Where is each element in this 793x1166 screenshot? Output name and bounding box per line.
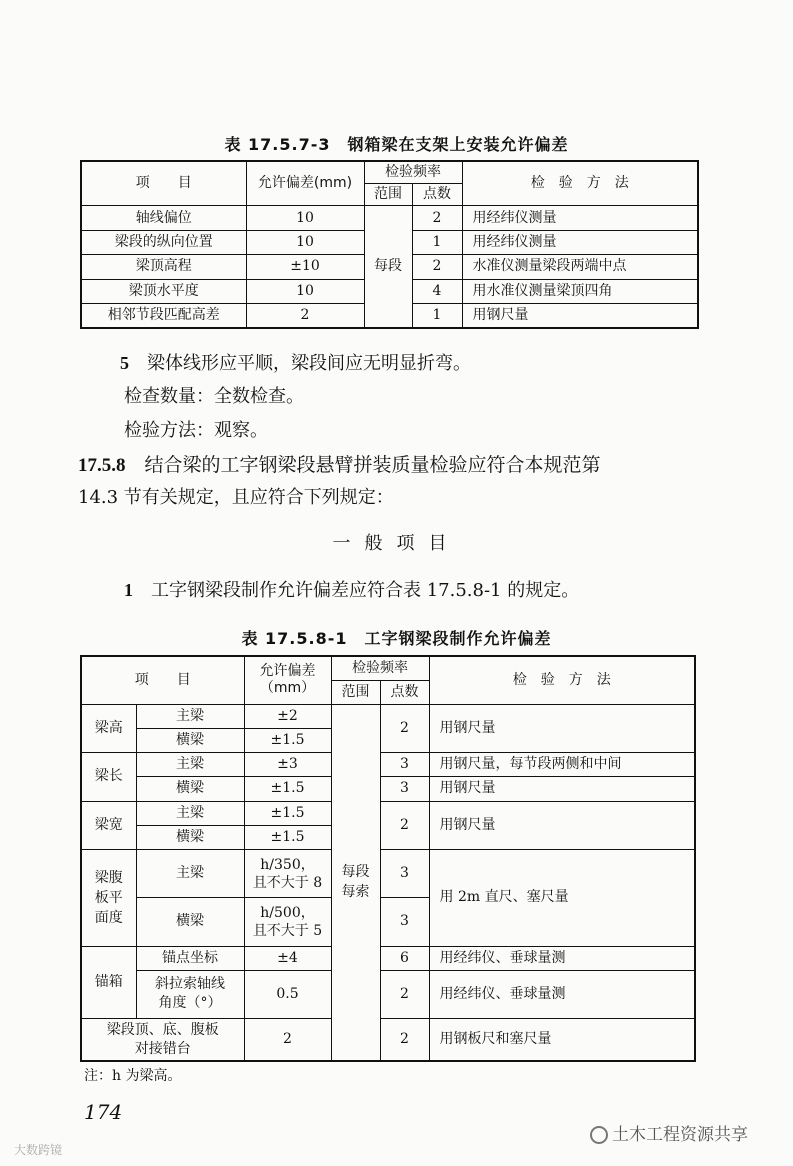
table2-note: 注：h 为梁高。 bbox=[84, 1068, 182, 1084]
t2-bh-method: 用钢尺量 bbox=[429, 704, 695, 752]
t2-bl-main-method: 用钢尺量，每节段两侧和中间 bbox=[429, 753, 695, 777]
t2-joint-points: 2 bbox=[380, 1019, 429, 1061]
t1-row1-item: 轴线偏位 bbox=[81, 206, 246, 230]
t1-header-frequency: 检验频率 bbox=[364, 161, 462, 183]
table2-caption: 表 17.5.8-1 工字钢梁段制作允许偏差 bbox=[241, 629, 552, 648]
t1-row5-item: 相邻节段匹配高差 bbox=[81, 304, 246, 328]
wechat-icon bbox=[590, 1126, 608, 1144]
t2-wf-method: 用 2m 直尺、塞尺量 bbox=[429, 849, 695, 946]
paragraph-1 bbox=[124, 578, 579, 603]
paragraph-5 bbox=[120, 351, 471, 376]
t1-row5-method: 用钢尺量 bbox=[462, 304, 698, 328]
watermark-right-text: 土木工程资源共享 bbox=[612, 1125, 748, 1145]
t2-joint-item-line1: 梁段顶、底、腹板 bbox=[106, 1021, 219, 1038]
t2-header-points: 点数 bbox=[380, 680, 429, 704]
table1 bbox=[80, 160, 699, 329]
t2-bw-main-tolerance: ±1.5 bbox=[244, 801, 331, 825]
paragraph-5-text: 梁体线形应平顺，梁段间应无明显折弯。 bbox=[147, 353, 471, 374]
t2-header-tolerance bbox=[244, 656, 331, 704]
t2-group-beam-height: 梁高 bbox=[81, 704, 136, 752]
t2-ab-coord-method: 用经纬仪、垂球量测 bbox=[429, 946, 695, 970]
t2-joint-method: 用钢板尺和塞尺量 bbox=[429, 1019, 695, 1061]
t1-row4-points: 4 bbox=[412, 279, 462, 303]
t2-ab-coord-points: 6 bbox=[380, 946, 429, 970]
t2-header-tolerance-line1: 允许偏差 bbox=[259, 663, 316, 680]
t2-bl-cross-sub: 横梁 bbox=[136, 777, 244, 801]
t2-group-web-flatness bbox=[81, 849, 136, 946]
t2-bl-main-points: 3 bbox=[380, 753, 429, 777]
t1-row4-tolerance: 10 bbox=[246, 279, 364, 303]
t1-row2-item: 梁段的纵向位置 bbox=[81, 230, 246, 254]
t2-bw-cross-sub: 横梁 bbox=[136, 825, 244, 849]
t2-header-method: 检 验 方 法 bbox=[429, 656, 695, 704]
t2-bl-cross-tolerance: ±1.5 bbox=[244, 777, 331, 801]
t2-joint-item bbox=[81, 1019, 244, 1061]
t2-bw-method: 用钢尺量 bbox=[429, 801, 695, 849]
table2 bbox=[80, 655, 696, 1062]
t2-bl-cross-points: 3 bbox=[380, 777, 429, 801]
t2-wf-main-tol-line1: h/350， bbox=[260, 856, 315, 873]
t1-row5-tolerance: 2 bbox=[246, 304, 364, 328]
t2-ab-coord-tolerance: ±4 bbox=[244, 946, 331, 970]
t2-wf-cross-tol-line2: 且不大于 5 bbox=[252, 922, 323, 939]
t2-header-range: 范围 bbox=[331, 680, 380, 704]
t2-ab-angle-sub-line2: 角度（°） bbox=[158, 995, 222, 1012]
t2-bl-main-tolerance: ±3 bbox=[244, 753, 331, 777]
t1-row3-tolerance: ±10 bbox=[246, 255, 364, 279]
t2-group-anchor-box: 锚箱 bbox=[81, 946, 136, 1019]
t2-group-beam-width: 梁宽 bbox=[81, 801, 136, 849]
t2-ab-angle-points: 2 bbox=[380, 970, 429, 1018]
t1-header-range: 范围 bbox=[364, 183, 412, 205]
t2-wf-cross-sub: 横梁 bbox=[136, 898, 244, 946]
t1-row3-points: 2 bbox=[412, 255, 462, 279]
t2-ab-angle-sub-line1: 斜拉索轴线 bbox=[155, 976, 225, 993]
t2-header-tolerance-line2: （mm） bbox=[259, 680, 316, 697]
t2-group-beam-length: 梁长 bbox=[81, 753, 136, 801]
t2-range-cell bbox=[331, 704, 380, 1061]
t2-bw-points: 2 bbox=[380, 801, 429, 849]
t1-header-points: 点数 bbox=[412, 183, 462, 205]
t1-row1-points: 2 bbox=[412, 206, 462, 230]
t2-wf-main-sub: 主梁 bbox=[136, 849, 244, 897]
general-items-heading: 一般项目 bbox=[332, 533, 461, 554]
t2-header-frequency: 检验频率 bbox=[331, 656, 429, 680]
t2-bh-points: 2 bbox=[380, 704, 429, 752]
t2-wf-cross-tolerance bbox=[244, 898, 331, 946]
t2-wf-main-tolerance bbox=[244, 849, 331, 897]
t2-range-text: 每段每索 bbox=[341, 864, 370, 901]
t1-range-cell: 每段 bbox=[364, 206, 412, 328]
watermark-left bbox=[14, 1141, 62, 1158]
page-number: 174 bbox=[84, 1100, 123, 1124]
t2-wf-cross-points: 3 bbox=[380, 898, 429, 946]
t2-bh-main-sub: 主梁 bbox=[136, 704, 244, 728]
t2-ab-coord-sub: 锚点坐标 bbox=[136, 946, 244, 970]
paragraph-1-number: 1 bbox=[124, 580, 133, 600]
t2-ab-angle-method: 用经纬仪、垂球量测 bbox=[429, 970, 695, 1018]
watermark-right bbox=[590, 1120, 748, 1145]
t2-bl-main-sub: 主梁 bbox=[136, 753, 244, 777]
t1-row4-method: 用水准仪测量梁顶四角 bbox=[462, 279, 698, 303]
t2-bh-main-tolerance: ±2 bbox=[244, 704, 331, 728]
t1-row2-tolerance: 10 bbox=[246, 230, 364, 254]
clause-number: 17.5.8 bbox=[78, 455, 126, 476]
paragraph-1-text: 工字钢梁段制作允许偏差应符合表 17.5.8-1 的规定。 bbox=[151, 580, 580, 601]
t1-row5-points: 1 bbox=[412, 304, 462, 328]
t2-wf-cross-tol-line1: h/500， bbox=[260, 904, 315, 921]
t2-ab-angle-sub bbox=[136, 970, 244, 1018]
clause-17-5-8 bbox=[78, 453, 601, 478]
t2-web-flatness-text: 梁腹板平面度 bbox=[94, 869, 123, 926]
clause-line1: 结合梁的工字钢梁段悬臂拼装质量检验应符合本规范第 bbox=[144, 454, 601, 476]
t2-bh-cross-tolerance: ±1.5 bbox=[244, 729, 331, 753]
t1-row3-item: 梁顶高程 bbox=[81, 255, 246, 279]
t2-bl-cross-method: 用钢尺量 bbox=[429, 777, 695, 801]
watermark-left-text: 大数跨镜 bbox=[14, 1143, 63, 1157]
t2-joint-tolerance: 2 bbox=[244, 1019, 331, 1061]
check-method: 检验方法：观察。 bbox=[124, 420, 268, 441]
t2-joint-item-line2: 对接错台 bbox=[134, 1040, 191, 1057]
t1-row1-method: 用经纬仪测量 bbox=[462, 206, 698, 230]
t1-row4-item: 梁顶水平度 bbox=[81, 279, 246, 303]
t2-bw-main-sub: 主梁 bbox=[136, 801, 244, 825]
t1-header-method: 检 验 方 法 bbox=[462, 161, 698, 206]
clause-line2: 14.3 节有关规定，且应符合下列规定： bbox=[78, 487, 394, 508]
t1-row2-points: 1 bbox=[412, 230, 462, 254]
t1-header-tolerance: 允许偏差(mm) bbox=[246, 161, 364, 206]
t2-wf-main-tol-line2: 且不大于 8 bbox=[252, 874, 323, 891]
paragraph-5-number: 5 bbox=[120, 353, 129, 373]
table1-caption: 表 17.5.7-3 钢箱梁在支架上安装允许偏差 bbox=[224, 135, 569, 154]
t2-bw-cross-tolerance: ±1.5 bbox=[244, 825, 331, 849]
t2-header-item: 项 目 bbox=[81, 656, 244, 704]
t1-row2-method: 用经纬仪测量 bbox=[462, 230, 698, 254]
t2-wf-main-points: 3 bbox=[380, 849, 429, 897]
t2-ab-angle-tolerance: 0.5 bbox=[244, 970, 331, 1018]
t1-row1-tolerance: 10 bbox=[246, 206, 364, 230]
t2-bh-cross-sub: 横梁 bbox=[136, 729, 244, 753]
check-quantity: 检查数量：全数检查。 bbox=[124, 386, 304, 407]
t1-header-item: 项 目 bbox=[81, 161, 246, 206]
t1-row3-method: 水准仪测量梁段两端中点 bbox=[462, 255, 698, 279]
